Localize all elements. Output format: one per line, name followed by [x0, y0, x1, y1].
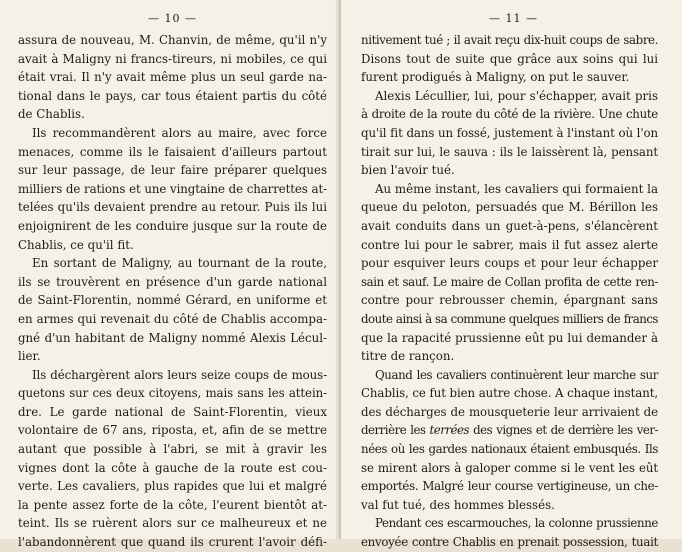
text-line: sur leur passage, de leur faire préparer quelques: [18, 163, 327, 178]
text-line: avait à Maligny ni francs-tireurs, ni mobiles, ce qui: [18, 51, 327, 66]
paragraph: [361, 366, 658, 515]
text-line: nitivement tué ; il avait reçu dix-huit coups de sabre.: [361, 33, 658, 47]
text-line: sain et sauf. Le maire de Collan profita de cette ren-: [361, 274, 658, 289]
text-line: teint. Ils se ruèrent alors sur ce malheureux et ne: [18, 516, 327, 531]
text-line: de Chablis.: [18, 107, 85, 122]
paragraph: [18, 124, 327, 254]
text-line: emportés. Malgré leur course vertigineuse, un che-: [361, 479, 658, 494]
text-line: vignes dont la côte à gauche de la route est cou-: [18, 460, 327, 475]
right-page: [341, 0, 682, 550]
text-line: val fut tué, des hommes blessés.: [361, 497, 555, 512]
text-line: ils se trouvèrent en présence d'un garde national: [18, 274, 327, 289]
text-line: Chablis, ce fut bien autre chose. A chaque instant,: [361, 386, 658, 401]
text-line: Au même instant, les cavaliers qui formaient la: [375, 181, 658, 196]
text-line: pour esquiver leurs coups et pour leur échapper: [361, 256, 658, 271]
text-line: qu'il fit dans un fossé, justement à l'instant où l'on: [361, 125, 658, 140]
paragraph: [361, 87, 658, 180]
left-page: [0, 0, 341, 550]
text-line: assura de nouveau, M. Chanvin, de même, qu'il n'y: [18, 33, 327, 47]
text-line: Ils recommandèrent alors au maire, avec force: [32, 125, 327, 140]
text-line: En sortant de Maligny, au tournant de la route,: [32, 256, 327, 271]
text-line: quetons sur ces deux citoyens, mais sans les attein-: [18, 386, 327, 401]
text-line: l'abandonnèrent que quand ils crurent l'avoir défi-: [18, 535, 327, 550]
text-line: en armes qui revenait du côté de Chablis accompa-: [18, 311, 327, 326]
text-line: contre lui pour le sabrer, mais il fut assez alerte: [361, 237, 658, 252]
text-line: envoyée contre Chablis en prenait possession, tuait: [361, 535, 658, 550]
text-line: dre. Le garde national de Saint-Florentin, vieux: [18, 404, 327, 419]
text-line: queue du peloton, persuadés que M. Bérillon les: [361, 200, 658, 215]
text-line: titre de rançon.: [361, 349, 455, 364]
paragraph: [361, 31, 658, 87]
text-line: volontaire de 67 ans, riposta, et, afin de se mettre: [18, 423, 327, 438]
text-line: Quand les cavaliers continuèrent leur marche sur: [375, 367, 658, 382]
text-line: que la rapacité prussienne eût pu lui demander à: [361, 330, 658, 345]
text-line: Disons tout de suite que grâce aux soins qui lui: [361, 51, 658, 66]
text-line: Ils déchargèrent alors leurs seize coups de mous-: [32, 367, 327, 382]
text-line: lier.: [18, 349, 41, 364]
text-line: derrière les terrées des vignes et de derrière les ver-: [361, 423, 658, 438]
text-line: se mirent alors à galoper comme si le vent les eût: [361, 460, 658, 475]
text-line: Pendant ces escarmouches, la colonne prussienne: [375, 516, 658, 531]
text-line: telées qu'ils devaient prendre au retour. Puis ils lui: [18, 200, 327, 215]
text-line: verte. Les cavaliers, plus rapides que lui et malgré: [18, 479, 327, 494]
paragraph: [18, 31, 327, 124]
paragraph: [18, 254, 327, 366]
text-line: contre pour rebrousser chemin, épargnant sans: [361, 293, 658, 308]
text-line: furent prodigués à Maligny, on put le sauver.: [361, 70, 630, 85]
page-text: [361, 31, 658, 552]
text-line: bien l'avoir tué.: [361, 163, 455, 178]
paragraph: [361, 514, 658, 551]
text-line: doute ainsi à sa commune quelques milliers de francs: [361, 311, 658, 326]
text-line: autant que possible à l'abri, se mit à gravir les: [18, 442, 327, 457]
text-line: Alexis Lécullier, lui, pour s'échapper, avait pris: [375, 88, 658, 103]
text-line: était vrai. Il n'y avait même plus un seul garde na-: [18, 70, 327, 85]
page-number: — 11 —: [489, 12, 538, 25]
page-text: [18, 31, 327, 552]
text-line: de Saint-Florentin, nommé Gérard, en uniforme et: [18, 293, 327, 308]
text-line: à droite de la route du côté de la rivière. Une chute: [361, 107, 658, 122]
text-line: des décharges de mousqueterie leur arrivaient de: [361, 404, 658, 419]
paragraph: [18, 366, 327, 552]
text-line: la pente assez forte de la côte, l'eurent bientôt at-: [18, 497, 327, 512]
text-line: tional dans le pays, car tous étaient partis du côté: [18, 88, 327, 103]
text-line: Chablis, ce qu'il fit.: [18, 237, 134, 252]
text-line: nées où les gardes nationaux étaient embusqués. Ils: [361, 442, 658, 457]
text-line: menaces, comme ils le faisaient d'ailleurs partout: [18, 144, 327, 159]
paragraph: [361, 180, 658, 366]
text-line: enjoignirent de les conduire jusque sur la route de: [18, 218, 327, 233]
page-number: — 10 —: [148, 12, 197, 25]
text-line: gné d'un habitant de Maligny nommé Alexis Lécul-: [18, 330, 327, 345]
text-line: tirait sur lui, le sauva : ils le laissèrent là, pensant: [361, 144, 658, 159]
text-line: avait conduits dans un guet-à-pens, s'élancèrent: [361, 218, 658, 233]
text-line: milliers de rations et une vingtaine de charrettes at-: [18, 181, 327, 196]
